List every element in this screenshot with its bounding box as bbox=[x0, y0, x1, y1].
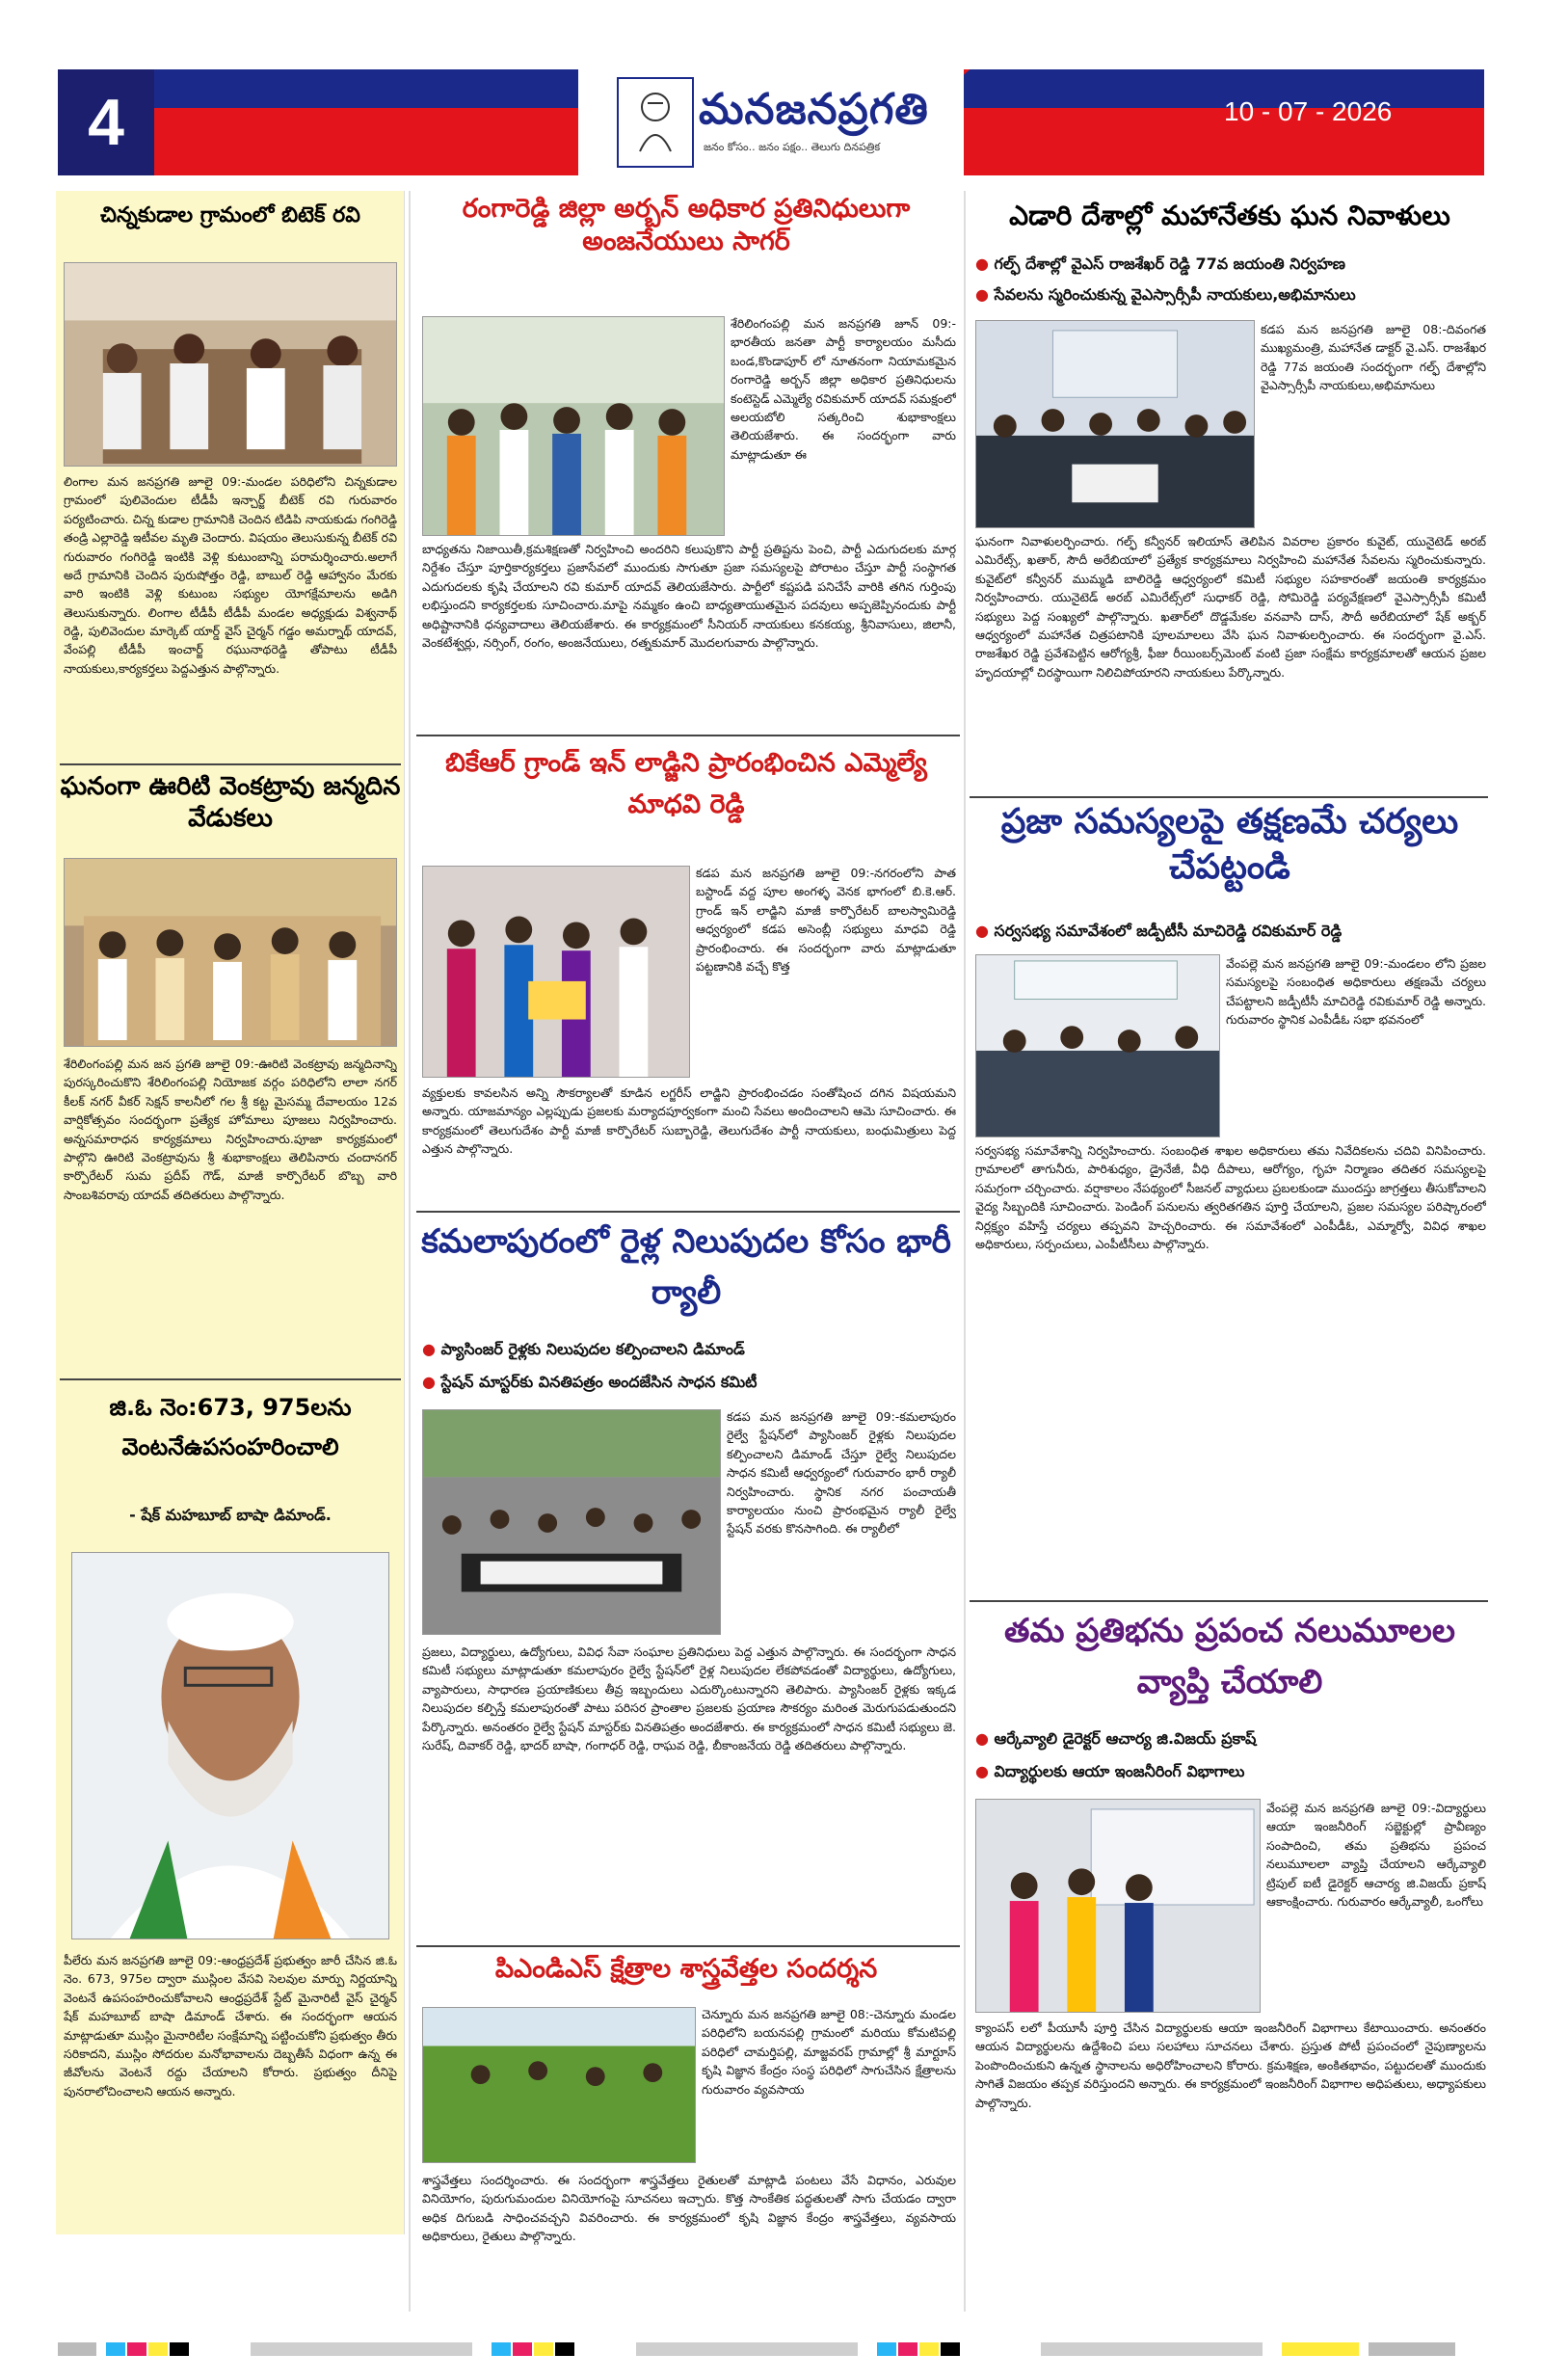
left-story3-headline: జి.ఓ నెం:673, 975లను వెంటనేఉపసంహరించాలి bbox=[109, 1394, 352, 1460]
mid-story2-photo bbox=[422, 866, 690, 1078]
reg-mark bbox=[1282, 2342, 1359, 2356]
mid-story2-body: వ్యక్తులకు కావలసిన అన్ని సౌకర్యాలతో కూడిన లగ్జరీస్ లాడ్జిని ప్రారంభించడం సంతోషించ దగిన విషయమని అన్నారు. యాజమాన్యం ఎల్లప్పుడు ప్రజలకు మర్యాదపూర్వకంగా మంచి సేవలు అందించాలని ఆమె సూచించారు. ఈ కార్యక్రమంలో తెలుగుదేశం పార్టీ మాజీ కార్పొరేటర్ సుబ్బారెడ్డి, తెలుగుదేశం పార్టీ నాయకులు, బంధుమిత్రులు పెద్ద ఎత్తున పాల్గొన్నారు. bbox=[422, 1085, 956, 1157]
reg-mark bbox=[148, 2342, 168, 2356]
paper-name: మనజనప్రగతి bbox=[699, 85, 929, 134]
reg-mark bbox=[492, 2342, 511, 2356]
bullet-text: స్టేషన్ మాస్టర్‌కు వినతిపత్రం అందజేసిన సాధన కమిటీ bbox=[440, 1373, 758, 1391]
reg-mark bbox=[555, 2342, 574, 2356]
divider bbox=[60, 1378, 401, 1380]
reg-mark bbox=[898, 2342, 917, 2356]
left-story3-body: పీలేరు మన జనప్రగతి జూలై 09:-ఆంధ్రప్రదేశ్ ప్రభుత్వం జారీ చేసిన జి.ఓ నెం. 673, 975ల ద్వారా ముస్లింల వేసవి సెలవుల మార్పు నిర్ణయాన్ని వెంటనే ఉపసంహరించుకోవాలని ఆంధ్రప్రదేశ్ స్టేట్ మైనారిటీ వైస్ చైర్మన్ షేక్ మహబూబ్ బాషా డిమాండ్ చేశారు. ఈ సందర్భంగా ఆయన మాట్లాడుతూ ముస్లిం మైనారిటీల సంక్షేమాన్ని పట్టించుకోని ప్రభుత్వం తీరు సరికాదని, ముస్లిం సోదరుల మనోభావాలను దెబ్బతీసే విధంగా ఉన్న ఈ జీవోలను వెంటనే రద్దు చేయాలని కోరారు. ప్రభుత్వం దీనిపై పునరాలోచించాలని ఆయన అన్నారు. bbox=[64, 1953, 397, 2099]
mid-story1-headline: రంగారెడ్డి జిల్లా అర్బన్ అధికార ప్రతినిధులుగా అంజనేయులు సాగర్ bbox=[462, 194, 911, 256]
right-story3-bullet1: ● ఆర్కేవ్యాలి డైరెక్టర్ ఆచార్య జి.విజయ్ ప్రకాష్ bbox=[975, 1729, 1257, 1748]
divider bbox=[416, 1945, 960, 1947]
right-story1-bullet2: ● సేవలను స్మరించుకున్న వైఎస్సార్సీపీ నాయకులు,అభిమానులు bbox=[975, 285, 1356, 304]
masthead bbox=[0, 0, 1542, 193]
mid-story1-body: బాధ్యతను నిజాయితీ,క్రమశిక్షణతో నిర్వహించి అందరిని కలుపుకొని పార్టీ ప్రతిష్టను పెంచి, పార్టీ ఎదుగుదలకు మార్గ నిర్దేశం చేస్తూ పూర్తికార్యకర్తలు ప్రజాసేవలో ముందుకు సాగుతూ ప్రజా సమస్యలపై పోరాటం చేస్తూ పార్టీ సంస్థాగత ఎదుగుదలకు కృషి చేయాలని రవి కుమార్ యాదవ్ తెలియజేసారు. పార్టీలో కష్టపడి పనిచేసే వారికి తగిన గుర్తింపు లభిస్తుందని కార్యకర్తలకు సూచించారు.మాపై నమ్మకం ఉంచి బాధ్యతాయుతమైన పదవులు అప్పజెప్పినందుకు పార్టీ అధిష్టానానికి ధన్యవాదాలు తెలియజేశారు. ఈ కార్యక్రమంలో సీనియర్ నాయకులు కనకయ్య, శ్రీనివాసులు, జిలానీ, వెంకటేశ్వర్లు, నర్సింగ్, రంగం, అంజనేయులు, రత్నకుమార్ మొదలగువారు పాల్గొన్నారు. bbox=[422, 542, 956, 650]
right-story1-body: ఘనంగా నివాళులర్పించారు. గల్ఫ్ కన్వీనర్ ఇలియాస్ తెలిపిన వివరాల ప్రకారం కువైట్, యునైటెడ్ అరబ్ ఎమిరేట్స్, ఖతార్, సౌదీ అరేబియాలో ప్రత్యేక కార్యక్రమాలు నిర్వహించి మహానేత సేవలను స్మరించుకున్నారు. కువైట్‌లో కన్వీనర్ ముమ్మడి బాలిరెడ్డి ఆధ్వర్యంలో కమిటీ సభ్యుల సహకారంతో జయంతి కార్యక్రమం నిర్వహించారు. యునైటెడ్ అరబ్ ఎమిరేట్స్‌లో సుధాకర్ రెడ్డి, సోమిరెడ్డి పర్యవేక్షణలో వైఎస్సార్సీపీ కమిటీ సభ్యులు పెద్ద సంఖ్యలో పాల్గొన్నారు. ఖతార్‌లో దొడ్డమేకల వనవాసి దాస్, సౌదీ అరేబియాలో షేక్ అక్బర్ ఆధ్వర్యంలో మహానేత చిత్రపటానికి పూలమాలలు వేసి ఘన నివాళులర్పించారు. ఈ సందర్భంగా వై.ఎస్. రాజశేఖర రెడ్డి ప్రవేశపెట్టిన ఆరోగ్యశ్రీ, ఫీజు రీయింబర్స్‌మెంట్ వంటి ప్రజా సంక్షేమ కార్యక్రమాలతో ఆయన ప్రజల హృదయాల్లో చిరస్థాయిగా నిలిచిపోయారని నాయకులు పేర్కొన్నారు. bbox=[975, 534, 1486, 680]
reg-mark bbox=[58, 2342, 96, 2356]
reg-mark bbox=[941, 2342, 960, 2356]
masthead-blue-band bbox=[154, 69, 617, 108]
right-story3-photo bbox=[975, 1799, 1261, 2013]
column-divider bbox=[964, 191, 966, 2312]
reg-mark bbox=[877, 2342, 896, 2356]
right-story3-headline: తమ ప్రతిభను ప్రపంచ నలుమూలల వ్యాప్తి చేయాలి bbox=[1004, 1612, 1455, 1701]
print-registration-bar bbox=[0, 2333, 1542, 2371]
left-story3-byline: - షేక్ మహబూబ్ బాషా డిమాండ్. bbox=[129, 1506, 332, 1524]
left-story1-headline: చిన్నకుడాల గ్రామంలో బిటెక్ రవి bbox=[100, 203, 360, 227]
divider bbox=[416, 735, 960, 736]
right-story2-body: సర్వసభ్య సమావేశాన్ని నిర్వహించారు. సంబంధిత శాఖల అధికారులు తమ నివేదికలను చదివి వినిపించారు. గ్రామాలలో తాగునీరు, పారిశుధ్యం, డ్రైనేజీ, వీధి దీపాలు, ఆరోగ్యం, గృహ నిర్మాణం తదితర సమస్యలపై సమగ్రంగా చర్చించారు. వర్షాకాలం నేపథ్యంలో సీజనల్ వ్యాధులు ప్రబలకుండా ముందస్తు జాగ్రత్తలు తీసుకోవాలని వైద్య సిబ్బందికి సూచించారు. పెండింగ్ పనులను త్వరితగతిన పూర్తి చేయాలని, ప్రజల సమస్యల పరిష్కారంలో నిర్లక్ష్యం వహిస్తే చర్యలు తప్పవని హెచ్చరించారు. ఈ సమావేశంలో ఎంపీడీఓ, ఎమ్మార్వో, వివిధ శాఖల అధికారులు, సర్పంచులు, ఎంపీటీసీలు పాల్గొన్నారు. bbox=[975, 1143, 1486, 1251]
portrait-photo bbox=[71, 1552, 389, 1939]
right-story1-photo bbox=[975, 320, 1255, 528]
mid-story3-bullet2: ● స్టేషన్ మాస్టర్‌కు వినతిపత్రం అందజేసిన సాధన కమిటీ bbox=[422, 1373, 758, 1391]
left-story2-photo bbox=[64, 858, 397, 1047]
right-story2-photo bbox=[975, 954, 1220, 1137]
left-story2-headline: ఘనంగా ఊరిటి వెంకట్రావు జన్మదిన వేడుకలు bbox=[60, 772, 401, 833]
reg-mark bbox=[1041, 2342, 1263, 2356]
issue-date: 10 - 07 - 2026 bbox=[1224, 96, 1393, 126]
divider bbox=[970, 1600, 1488, 1602]
bullet-text: ప్యాసింజర్ రైళ్లకు నిలుపుదల కల్పించాలని డిమాండ్ bbox=[440, 1340, 745, 1358]
bullet-text: ఆర్కేవ్యాలి డైరెక్టర్ ఆచార్య జి.విజయ్ ప్రకాష్ bbox=[994, 1729, 1257, 1748]
mid-story1-body-side: శేరిలింగంపల్లి మన జనప్రగతి జూన్ 09:-భారతీయ జనతా పార్టీ కార్యాలయం మసీదు బండ,కొండాపూర్ లో నూతనంగా నియామకమైన రంగారెడ్డి అర్బన్ జిల్లా అధికార ప్రతినిధులను కంటెస్టెడ్ ఎమ్మెల్యే రవికుమార్ యాదవ్ సమక్షంలో అలయబోలి సత్కరించి శుభాకాంక్షలు తెలియజేశారు. ఈ సందర్భంగా వారు మాట్లాడుతూ ఈ bbox=[731, 316, 956, 462]
mid-story3-body: ప్రజలు, విద్యార్థులు, ఉద్యోగులు, వివిధ సేవా సంఘాల ప్రతినిధులు పెద్ద ఎత్తున పాల్గొన్నారు. ఈ సందర్భంగా సాధన కమిటీ సభ్యులు మాట్లాడుతూ కమలాపురం రైల్వే స్టేషన్‌లో రైళ్ల నిలుపుదల లేకపోవడంతో విద్యార్థులు, ఉద్యోగులు, వ్యాపారులు, సాధారణ ప్రయాణికులు తీవ్ర ఇబ్బందులు ఎదుర్కొంటున్నారని తెలిపారు. ప్యాసింజర్ రైళ్లకు ఇక్కడ నిలుపుదల కల్పిస్తే కమలాపురంతో పాటు పరిసర ప్రాంతాల ప్రజలకు ప్రయాణ సౌకర్యం మరింత మెరుగుపడుతుందని పేర్కొన్నారు. అనంతరం రైల్వే స్టేషన్ మాస్టర్‌కు వినతిపత్రం అందజేశారు. ఈ కార్యక్రమంలో సాధన కమిటీ సభ్యులు జె. సురేష్, దివాకర్ రెడ్డి, భాదర్ బాషా, గంగాధర్ రెడ్డి, రాఘవ రెడ్డి, బీకాంజనేయ రెడ్డి తదితరులు పాల్గొన్నారు. bbox=[422, 1645, 956, 1752]
right-story2-bullet1: ● సర్వసభ్య సమావేశంలో జడ్పీటీసీ మాచిరెడ్డి రవికుమార్ రెడ్డి bbox=[975, 922, 1343, 940]
mid-story3-photo bbox=[422, 1409, 721, 1635]
reg-mark bbox=[919, 2342, 939, 2356]
mid-story2-headline: బికేఆర్ గ్రాండ్ ఇన్ లాడ్జిని ప్రారంభించిన ఎమ్మెల్యే మాధవి రెడ్డి bbox=[445, 748, 927, 820]
reg-mark bbox=[636, 2342, 858, 2356]
left-story2-body: శేరిలింగంపల్లి మన జన ప్రగతి జూలై 09:-ఊరిటి వెంకట్రావు జన్మదినాన్ని పురస్కరించుకొని శేరిలింగంపల్లి నియోజక వర్గం పరిధిలోని లాలా నగర్ కీలక్ నగర్ వీకర్ సెక్షన్ కాలనీలో గల శ్రీ కట్ట మైసమ్మ దేవాలయం 12వ వార్షికోత్సవం సందర్భంగా ప్రత్యేక హోమాలు పూజలు నిర్వహించారు. అన్నసమారాధన కార్యక్రమాలు నిర్వహించారు.పూజా కార్యక్రమంలో పాల్గొని ఊరిటి వెంకట్రావును శ్రీ శుభాకాంక్షలు తెలిపినారు చందానగర్ కార్పొరేటర్ సుమ ప్రదీప్ గౌడ్, మాజీ కార్పొరేటర్ బొబ్బ వారి సాంబశివరావు యాదవ్ తదితరులు పాల్గొన్నారు. bbox=[64, 1056, 397, 1202]
reg-mark bbox=[513, 2342, 532, 2356]
reg-mark bbox=[251, 2342, 472, 2356]
mid-story4-photo bbox=[422, 2007, 696, 2163]
bullet-text: సేవలను స్మరించుకున్న వైఎస్సార్సీపీ నాయకులు,అభిమానులు bbox=[994, 285, 1356, 304]
right-story1-headline: ఎడారి దేశాల్లో మహానేతకు ఘన నివాళులు bbox=[1009, 200, 1450, 231]
left-story1-body: లింగాల మన జనప్రగతి జూలై 09:-మండల పరిధిలోని చిన్నకుడాల గ్రామంలో పులివెందుల టీడీపీ ఇన్చార్జ్ బీటెక్ రవి గురువారం పర్యటించారు. చిన్న కుడాల గ్రామానికి చెందిన టిడిపి నాయకుడు గంగిరెడ్డి తండ్రి ఎల్లారెడ్డి ఇటీవల మృతి చెందారు. విషయం తెలుసుకున్న బీటెక్ రవి గురువారం గంగిరెడ్డి ఇంటికి వెళ్లి కుటుంబాన్ని పరామర్శించారు.అలాగే అదే గ్రామానికి చెందిన పురుషోత్తం రెడ్డి, బాబుల్ రెడ్డి ఆహ్వానం మేరకు వారి ఇంటికి వెళ్లి కుటుంబ సభ్యుల యోగక్షేమాలను అడిగి తెలుసుకున్నారు. లింగాల టీడీపీ టీడీపీ మండల అధ్యక్షుడు విశ్వనాథ్ రెడ్డి, పులివెందుల మార్కెట్ యార్డ్ వైస్ చైర్మన్ గడ్డం అమర్నాథ్ యాదవ్, వేంపల్లి టీడీపీ ఇంచార్జ్ రఘునాథరెడ్డి తోపాటు టీడీపీ నాయకులు,కార్యకర్తలు పెద్దఎత్తున పాల్గొన్నారు. bbox=[64, 474, 397, 676]
page-number: 4 bbox=[58, 69, 154, 175]
mid-story3-headline: కమలాపురంలో రైళ్ల నిలుపుదల కోసం భారీ ర్యాలీ bbox=[421, 1222, 951, 1312]
right-story3-body-side: వేంపల్లె మన జనప్రగతి జూలై 09:-విద్యార్థులు ఆయా ఇంజనీరింగ్ సబ్జెక్టుల్లో ప్రావీణ్యం సంపాదించి, తమ ప్రతిభను ప్రపంచ నలుమూలలా వ్యాప్తి చేయాలని ఆర్కేవ్యాలి ట్రిపుల్ ఐటీ డైరెక్టర్ ఆచార్య జి.విజయ్ ప్రకాష్ ఆకాంక్షించారు. గురువారం ఆర్కేవ్యాలీ, ఒంగోలు bbox=[1266, 1801, 1486, 1909]
bullet-text: గల్ఫ్ దేశాల్లో వైఎస్ రాజశేఖర్ రెడ్డి 77వ జయంతి నిర్వహణ bbox=[994, 254, 1345, 273]
divider bbox=[416, 1211, 960, 1213]
reg-mark bbox=[1369, 2342, 1455, 2356]
reg-mark bbox=[106, 2342, 125, 2356]
column-divider bbox=[409, 191, 411, 2312]
right-story2-headline: ప్రజా సమస్యలపై తక్షణమే చర్యలు చేపట్టండి bbox=[1000, 802, 1459, 887]
mid-story1-photo bbox=[422, 316, 725, 536]
mid-story3-body-side: కడప మన జనప్రగతి జూలై 09:-కమలాపురం రైల్వే స్టేషన్‌లో ప్యాసింజర్ రైళ్లకు నిలుపుదల కల్పించాలని డిమాండ్ చేస్తూ రైల్వే నిలుపుదల సాధన కమిటీ ఆధ్వర్యంలో గురువారం భారీ ర్యాలీ నిర్వహించారు. స్థానిక నగర పంచాయతీ కార్యాలయం నుంచి ప్రారంభమైన ర్యాలీ రైల్వే స్టేషన్ వరకు కొనసాగింది. ఈ ర్యాలీలో bbox=[727, 1409, 956, 1537]
right-story1-body-side: కడప మన జనప్రగతి జూలై 08:-దివంగత ముఖ్యమంత్రి, మహానేత డాక్టర్ వై.ఎస్. రాజశేఖర రెడ్డి 77వ జయంతి సందర్భంగా గల్ఫ్ దేశాల్లోని వైఎస్సార్సీపీ నాయకులు,అభిమానులు bbox=[1261, 322, 1486, 393]
reg-mark bbox=[127, 2342, 146, 2356]
mid-story4-headline: పిఎండిఎస్ క్షేత్రాల శాస్త్రవేత్తల సందర్శన bbox=[494, 1954, 878, 1984]
masthead-blue-band-right bbox=[925, 69, 1484, 108]
right-story2-body-side: వేంపల్లె మన జనప్రగతి జూలై 09:-మండలం లోని ప్రజల సమస్యలపై సంబంధిత అధికారులు తక్షణమే చర్యలు చేపట్టాలని జడ్పీటీసీ మాచిరెడ్డి రవికుమార్ రెడ్డి అన్నారు. గురువారం స్థానిక ఎంపీడీఓ సభా భవనంలో bbox=[1226, 956, 1486, 1028]
right-story1-bullet1: ● గల్ఫ్ దేశాల్లో వైఎస్ రాజశేఖర్ రెడ్డి 77వ జయంతి నిర్వహణ bbox=[975, 254, 1345, 273]
newspaper-logo-icon bbox=[617, 77, 694, 168]
mid-story3-bullet1: ● ప్యాసింజర్ రైళ్లకు నిలుపుదల కల్పించాలని డిమాండ్ bbox=[422, 1340, 745, 1358]
mid-story2-body-side: కడప మన జనప్రగతి జూలై 09:-నగరంలోని పాత బస్టాండ్ వద్ద పూల అంగళ్ళ వెనక భాగంలో బి.కె.ఆర్. గ్రాండ్ ఇన్ లాడ్జిని మాజీ కార్పొరేటర్ బాలస్వామిరెడ్డి ఆధ్వర్యంలో కడప అసెంబ్లీ సభ్యులు మాధవి రెడ్డి ప్రారంభించారు. ఈ సందర్భంగా వారు మాట్లాడుతూ పట్టణానికి వచ్చే కొత్త bbox=[696, 866, 956, 974]
reg-mark bbox=[534, 2342, 553, 2356]
bullet-text: విద్యార్థులకు ఆయా ఇంజనీరింగ్ విభాగాలు bbox=[994, 1762, 1245, 1780]
reg-mark bbox=[170, 2342, 189, 2356]
left-story1-photo bbox=[64, 262, 397, 467]
mid-story4-body-side: చెన్నూరు మన జనప్రగతి జూలై 08:-చెన్నూరు మండల పరిధిలోని బయనపల్లి గ్రామంలో మరియు కోమటిపల్లి పరిధిలో చామర్తిపల్లి, మాజ్జవరప్ గ్రామాల్లో శ్రీ మార్టూస్ కృషి విజ్ఞాన కేంద్రం సంస్థ పరిధిలో సాగుచేసిన క్షేత్రాలను గురువారం వ్యవసాయ bbox=[702, 2007, 956, 2097]
divider bbox=[970, 796, 1488, 798]
right-story3-bullet2: ● విద్యార్థులకు ఆయా ఇంజనీరింగ్ విభాగాలు bbox=[975, 1762, 1245, 1780]
right-story3-body: క్యాంపస్ లలో పీయూసీ పూర్తి చేసిన విద్యార్థులకు ఆయా ఇంజనీరింగ్ విభాగాలు కేటాయించారు. అనంతరం ఆయన విద్యార్థులను ఉద్దేశించి పలు సలహాలు సూచనలు చేశారు. ప్రస్తుత పోటీ ప్రపంచంలో నైపుణ్యాలను పెంపొందించుకుని ఉన్నత స్థానాలను అధిరోహించాలని కోరారు. క్రమశిక్షణ, అంకితభావం, పట్టుదలతో ముందుకు సాగితే విజయం తప్పక వరిస్తుందని అన్నారు. ఈ కార్యక్రమంలో ఇంజనీరింగ్ విభాగాల అధిపతులు, అధ్యాపకులు పాల్గొన్నారు. bbox=[975, 2020, 1486, 2110]
mid-story4-body: శాస్త్రవేత్తలు సందర్శించారు. ఈ సందర్భంగా శాస్త్రవేత్తలు రైతులతో మాట్లాడి పంటలు వేసే విధానం, ఎరువుల వినియోగం, పురుగుమందుల వినియోగంపై సూచనలు ఇచ్చారు. కొత్త సాంకేతిక పద్ధతులతో సాగు చేయడం ద్వారా అధిక దిగుబడి సాధించవచ్చని వివరించారు. ఈ కార్యక్రమంలో కృషి విజ్ఞాన కేంద్రం శాస్త్రవేత్తలు, వ్యవసాయ అధికారులు, రైతులు పాల్గొన్నారు. bbox=[422, 2173, 956, 2244]
bullet-text: సర్వసభ్య సమావేశంలో జడ్పీటీసీ మాచిరెడ్డి రవికుమార్ రెడ్డి bbox=[994, 922, 1343, 940]
paper-tagline: జనం కోసం.. జనం పక్షం.. తెలుగు దినపత్రిక bbox=[704, 141, 881, 153]
divider bbox=[60, 763, 401, 765]
